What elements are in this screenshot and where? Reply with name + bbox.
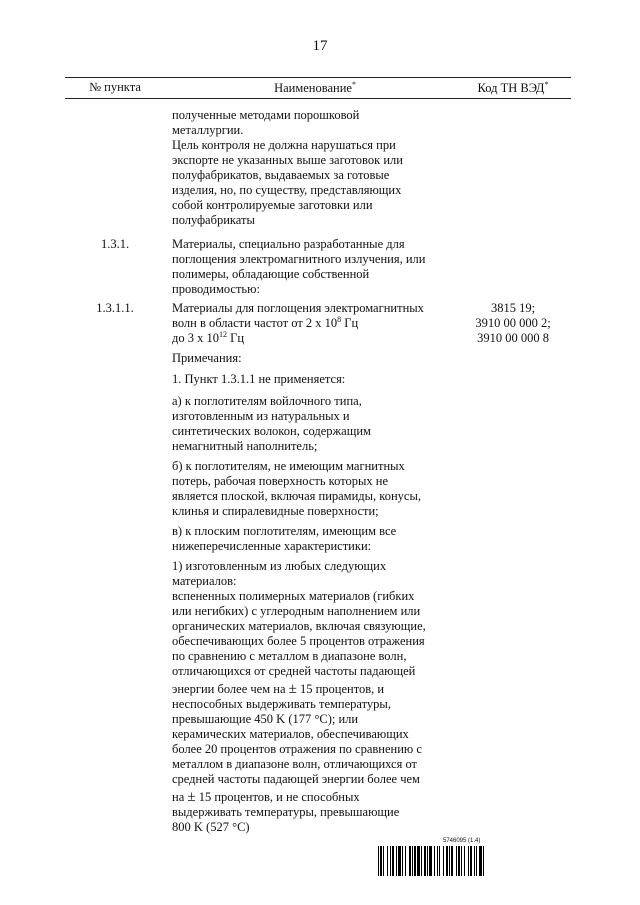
barcode-bar [449, 846, 450, 876]
barcode-bar [378, 846, 379, 876]
barcode-bar [424, 846, 426, 876]
table-header-bottom-rule [65, 98, 571, 99]
barcode-icon [378, 846, 578, 876]
barcode-bar [405, 846, 406, 876]
text-line: полуфабрикатов, выдаваемых за готовые [172, 168, 390, 182]
note-1: 1. Пункт 1.3.1.1 не применяется: [172, 372, 346, 386]
barcode-bar [427, 846, 428, 876]
text-line: собой контролируемые заготовки или [172, 198, 373, 212]
barcode-bar [421, 846, 422, 876]
text-line: обеспечивающих более 5 процентов отражения [172, 634, 425, 648]
barcode-bar [458, 846, 460, 876]
barcode-bar [479, 846, 482, 876]
header-item-number: № пункта [89, 80, 141, 94]
text-line: более 20 процентов отражения по сравнению с [172, 742, 422, 756]
text-line: на ± 15 процентов, и не способных [172, 789, 360, 805]
header-code-footnote-mark: * [544, 80, 549, 89]
text-line: вспененных полимерных материалов (гибких [172, 589, 415, 603]
note-paragraph-v [172, 524, 447, 554]
barcode-bar [417, 846, 420, 876]
text-line: в) к плоским поглотителям, имеющим все [172, 524, 397, 538]
tnved-code: 3910 00 000 2; [475, 316, 551, 330]
barcode-bar [470, 846, 472, 876]
barcode-bar [443, 846, 444, 876]
text-line: волн в области частот от 2 x $10^8$ Гц [172, 315, 359, 330]
barcode-bar [461, 846, 462, 876]
barcode-bar [412, 846, 413, 876]
text-line: а) к поглотителям войлочного типа, [172, 394, 362, 408]
text-line: органических материалов, включая связующие, [172, 619, 426, 633]
barcode-number: 5746095 (1.4) [443, 838, 481, 844]
item-1-3-1-1-codes [455, 301, 571, 346]
barcode-bar [396, 846, 397, 876]
plus-minus-symbol: ± [288, 681, 297, 697]
barcode-bar [409, 846, 411, 876]
text-line: или негибких) с углеродным наполнением или [172, 604, 421, 618]
continuation-text [172, 108, 447, 228]
note-paragraph-1 [172, 559, 447, 835]
barcode-bar [437, 846, 438, 876]
tnved-code: 3910 00 000 8 [477, 331, 549, 345]
text-line: потерь, рабочая поверхность которых не [172, 474, 389, 488]
header-name: Наименование* [274, 80, 356, 95]
barcode-bar [439, 846, 440, 876]
header-name-footnote-mark: * [351, 80, 356, 89]
barcode-bar [476, 846, 477, 876]
text-line: Материалы для поглощения электромагнитных [172, 301, 424, 315]
barcode-bar [429, 846, 432, 876]
barcode-bar [474, 846, 475, 876]
text-line: энергии более чем на ± 15 процентов, и [172, 681, 385, 697]
barcode-bar [483, 846, 484, 876]
note-paragraph-b [172, 459, 447, 519]
barcode-bar [402, 846, 403, 876]
plus-minus-symbol: ± [187, 789, 196, 805]
text-line: экспорте не указанных выше заготовок или [172, 153, 403, 167]
text-line: металлом в диапазоне волн, отличающихся от [172, 757, 418, 771]
text-line: полимеры, обладающие собственной [172, 267, 370, 281]
page-number: 17 [312, 38, 328, 54]
text-line: клинья и спиралевидные поверхности; [172, 504, 379, 518]
barcode-bar [456, 846, 457, 876]
barcode-bar [464, 846, 465, 876]
text-line: 1) изготовленным из любых следующих [172, 559, 387, 573]
text-line: полученные методами порошковой [172, 108, 360, 122]
text-line: 800 K (527 °C) [172, 820, 250, 834]
barcode-bar [434, 846, 435, 876]
note-paragraph-a [172, 394, 447, 454]
text-line: до 3 x $10^{12}$ Гц [172, 330, 245, 345]
barcode-bar [392, 846, 394, 876]
barcode-bar [468, 846, 469, 876]
notes-title: Примечания: [172, 351, 242, 365]
barcode-bar [383, 846, 384, 876]
barcode-bar [414, 846, 416, 876]
text-line: выдерживать температуры, превышающие [172, 805, 400, 819]
text-line: Цель контроля не должна нарушаться при [172, 138, 396, 152]
text-line: является плоской, включая пирамиды, конусы, [172, 489, 421, 503]
text-line: синтетических волокон, содержащим [172, 424, 371, 438]
text-line: изготовленным из натуральных и [172, 409, 350, 423]
barcode-bar [451, 846, 453, 876]
barcode-bar [398, 846, 401, 876]
barcode-bar [380, 846, 382, 876]
text-line: неспособных выдерживать температуры, [172, 697, 391, 711]
text-line: проводимостью: [172, 282, 260, 296]
item-1-3-1-1-description [172, 301, 447, 346]
text-line: средней частоты падающей энергии более чем [172, 772, 420, 786]
header-tnved-code: Код ТН ВЭД* [477, 80, 549, 95]
text-line: нижеперечисленные характеристики: [172, 539, 372, 553]
text-line: металлургии. [172, 123, 244, 137]
item-number-1-3-1-1: 1.3.1.1. [96, 301, 134, 315]
text-line: превышающие 450 K (177 °C); или [172, 712, 359, 726]
text-line: поглощения электромагнитного излучения, или [172, 252, 426, 266]
text-line: отличающихся от средней частоты падающей [172, 664, 416, 678]
table-header-top-rule [65, 77, 571, 78]
item-1-3-1-description [172, 237, 447, 297]
exponent: 12 [219, 330, 227, 339]
text-line: керамических материалов, обеспечивающих [172, 727, 409, 741]
exponent: 8 [337, 315, 342, 324]
text-line: по сравнению с металлом в диапазоне волн, [172, 649, 407, 663]
text-line: полуфабрикаты [172, 213, 255, 227]
item-number-1-3-1: 1.3.1. [100, 237, 130, 251]
text-line: немагнитный наполнитель; [172, 439, 318, 453]
barcode-bar [390, 846, 391, 876]
text-line: б) к поглотителям, не имеющим магнитных [172, 459, 405, 473]
text-line: материалов: [172, 574, 237, 588]
tnved-code: 3815 19; [490, 301, 536, 315]
barcode-bar [387, 846, 388, 876]
text-line: Материалы, специально разработанные для [172, 237, 405, 251]
barcode-bar [446, 846, 448, 876]
text-line: изделия, но, по существу, представляющих [172, 183, 402, 197]
